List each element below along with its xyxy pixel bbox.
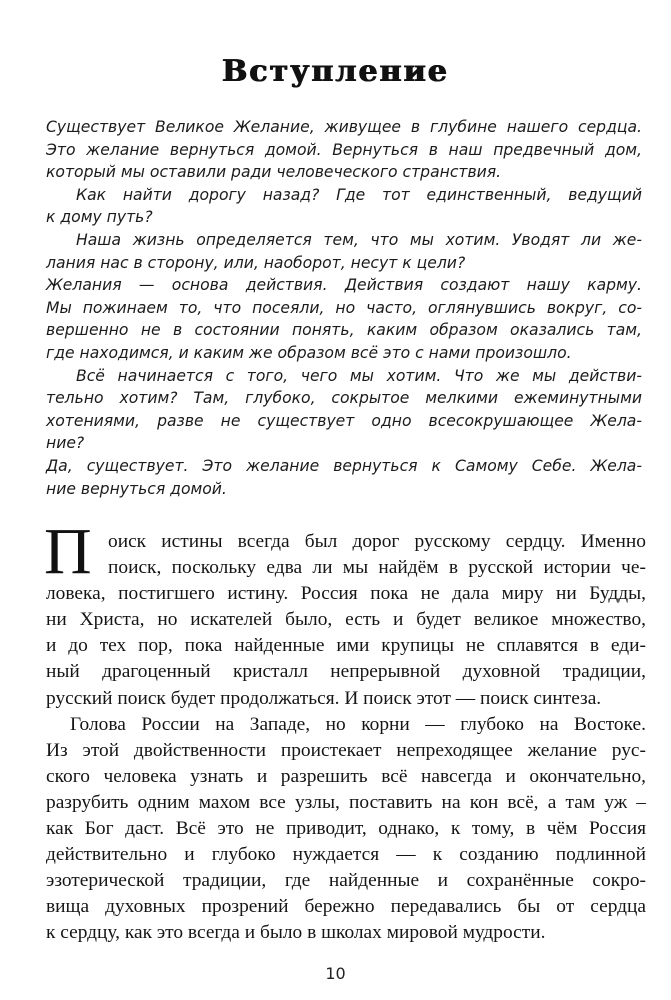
intro-line: Как найти дорогу назад? Где тот единственный, ведущий (76, 185, 642, 204)
intro-line: Это желание вернуться домой. Вернуться в наш предвечный дом, (46, 140, 642, 159)
intro-line: к дому путь? (46, 208, 153, 227)
main-text (46, 529, 646, 947)
body-line: поиск, поскольку едва ли мы найдём в русской истории че- (108, 557, 646, 579)
body-line: Голова России на Западе, но корни — глубоко на Востоке. (70, 713, 646, 735)
page-number: 10 (325, 964, 346, 983)
intro-line: вершенно не в состоянии понять, каким образом оказались там, (46, 321, 642, 340)
intro-line: Всё начинается с того, чего мы хотим. Что же мы действи- (76, 366, 642, 385)
body-line: оиск истины всегда был дорог русскому сердцу. Именно (108, 531, 646, 552)
body-line: как Бог даст. Всё это не приводит, однако, к тому, в чём Россия (46, 818, 646, 840)
body-line: разрубить одним махом все узлы, поставить на кон всё, а там уж – (46, 791, 646, 813)
intro-line: лания нас в сторону, или, наоборот, несут к цели? (46, 253, 466, 272)
intro-line: ние вернуться домой. (46, 479, 227, 498)
intro-line: где находимся, и каким же образом всё это с нами произошло. (46, 343, 572, 362)
intro-line: тельно хотим? Там, глубоко, сокрытое мелкими ежеминутными (46, 389, 642, 408)
intro-line: Наша жизнь определяется тем, что мы хотим. Уводят ли же- (76, 230, 642, 249)
body-line: эзотерической традиции, где найденные и сохранённые сокро- (46, 870, 646, 892)
body-line: ный драгоценный кристалл непрерывной духовной традиции, (46, 661, 646, 683)
body-line: действительно и глубоко нуждается — к созданию подлинной (46, 844, 646, 866)
drop-cap: П (44, 515, 92, 588)
intro-line: ние? (46, 434, 85, 453)
intro-epigraph (46, 116, 642, 500)
body-line: Из этой двойственности проистекает непреходящее желание рус- (46, 739, 646, 761)
body-line: и до тех пор, пока найденные ими крупицы не сплавятся в еди- (46, 635, 646, 657)
intro-line: Желания — основа действия. Действия создают нашу карму. (46, 276, 642, 295)
intro-line: Да, существует. Это желание вернуться к Самому Себе. Жела- (46, 456, 642, 475)
body-line: ни Христа, но искателей было, есть и будет великое множество, (46, 609, 646, 631)
intro-line: который мы оставили ради человеческого странствия. (46, 163, 502, 182)
intro-line: Существует Великое Желание, живущее в глубине нашего сердца. (46, 118, 642, 136)
body-line: вища духовных прозрений бережно передавались бы от сердца (46, 896, 646, 918)
chapter-title: Вступление (222, 54, 449, 89)
body-line: русский поиск будет продолжаться. И поиск этот — поиск синтеза. (46, 687, 602, 709)
body-line: к сердцу, как это всегда и было в школах мировой мудрости. (46, 922, 546, 944)
body-line: ского человека узнать и разрешить всё навсегда и окончательно, (46, 765, 646, 787)
body-line: ловека, постигшего истину. Россия пока не дала миру ни Будды, (46, 583, 646, 605)
intro-line: Мы пожинаем то, что посеяли, но часто, оглянувшись вокруг, со- (46, 298, 642, 317)
intro-line: хотениями, разве не существует одно всесокрушающее Жела- (46, 411, 642, 430)
